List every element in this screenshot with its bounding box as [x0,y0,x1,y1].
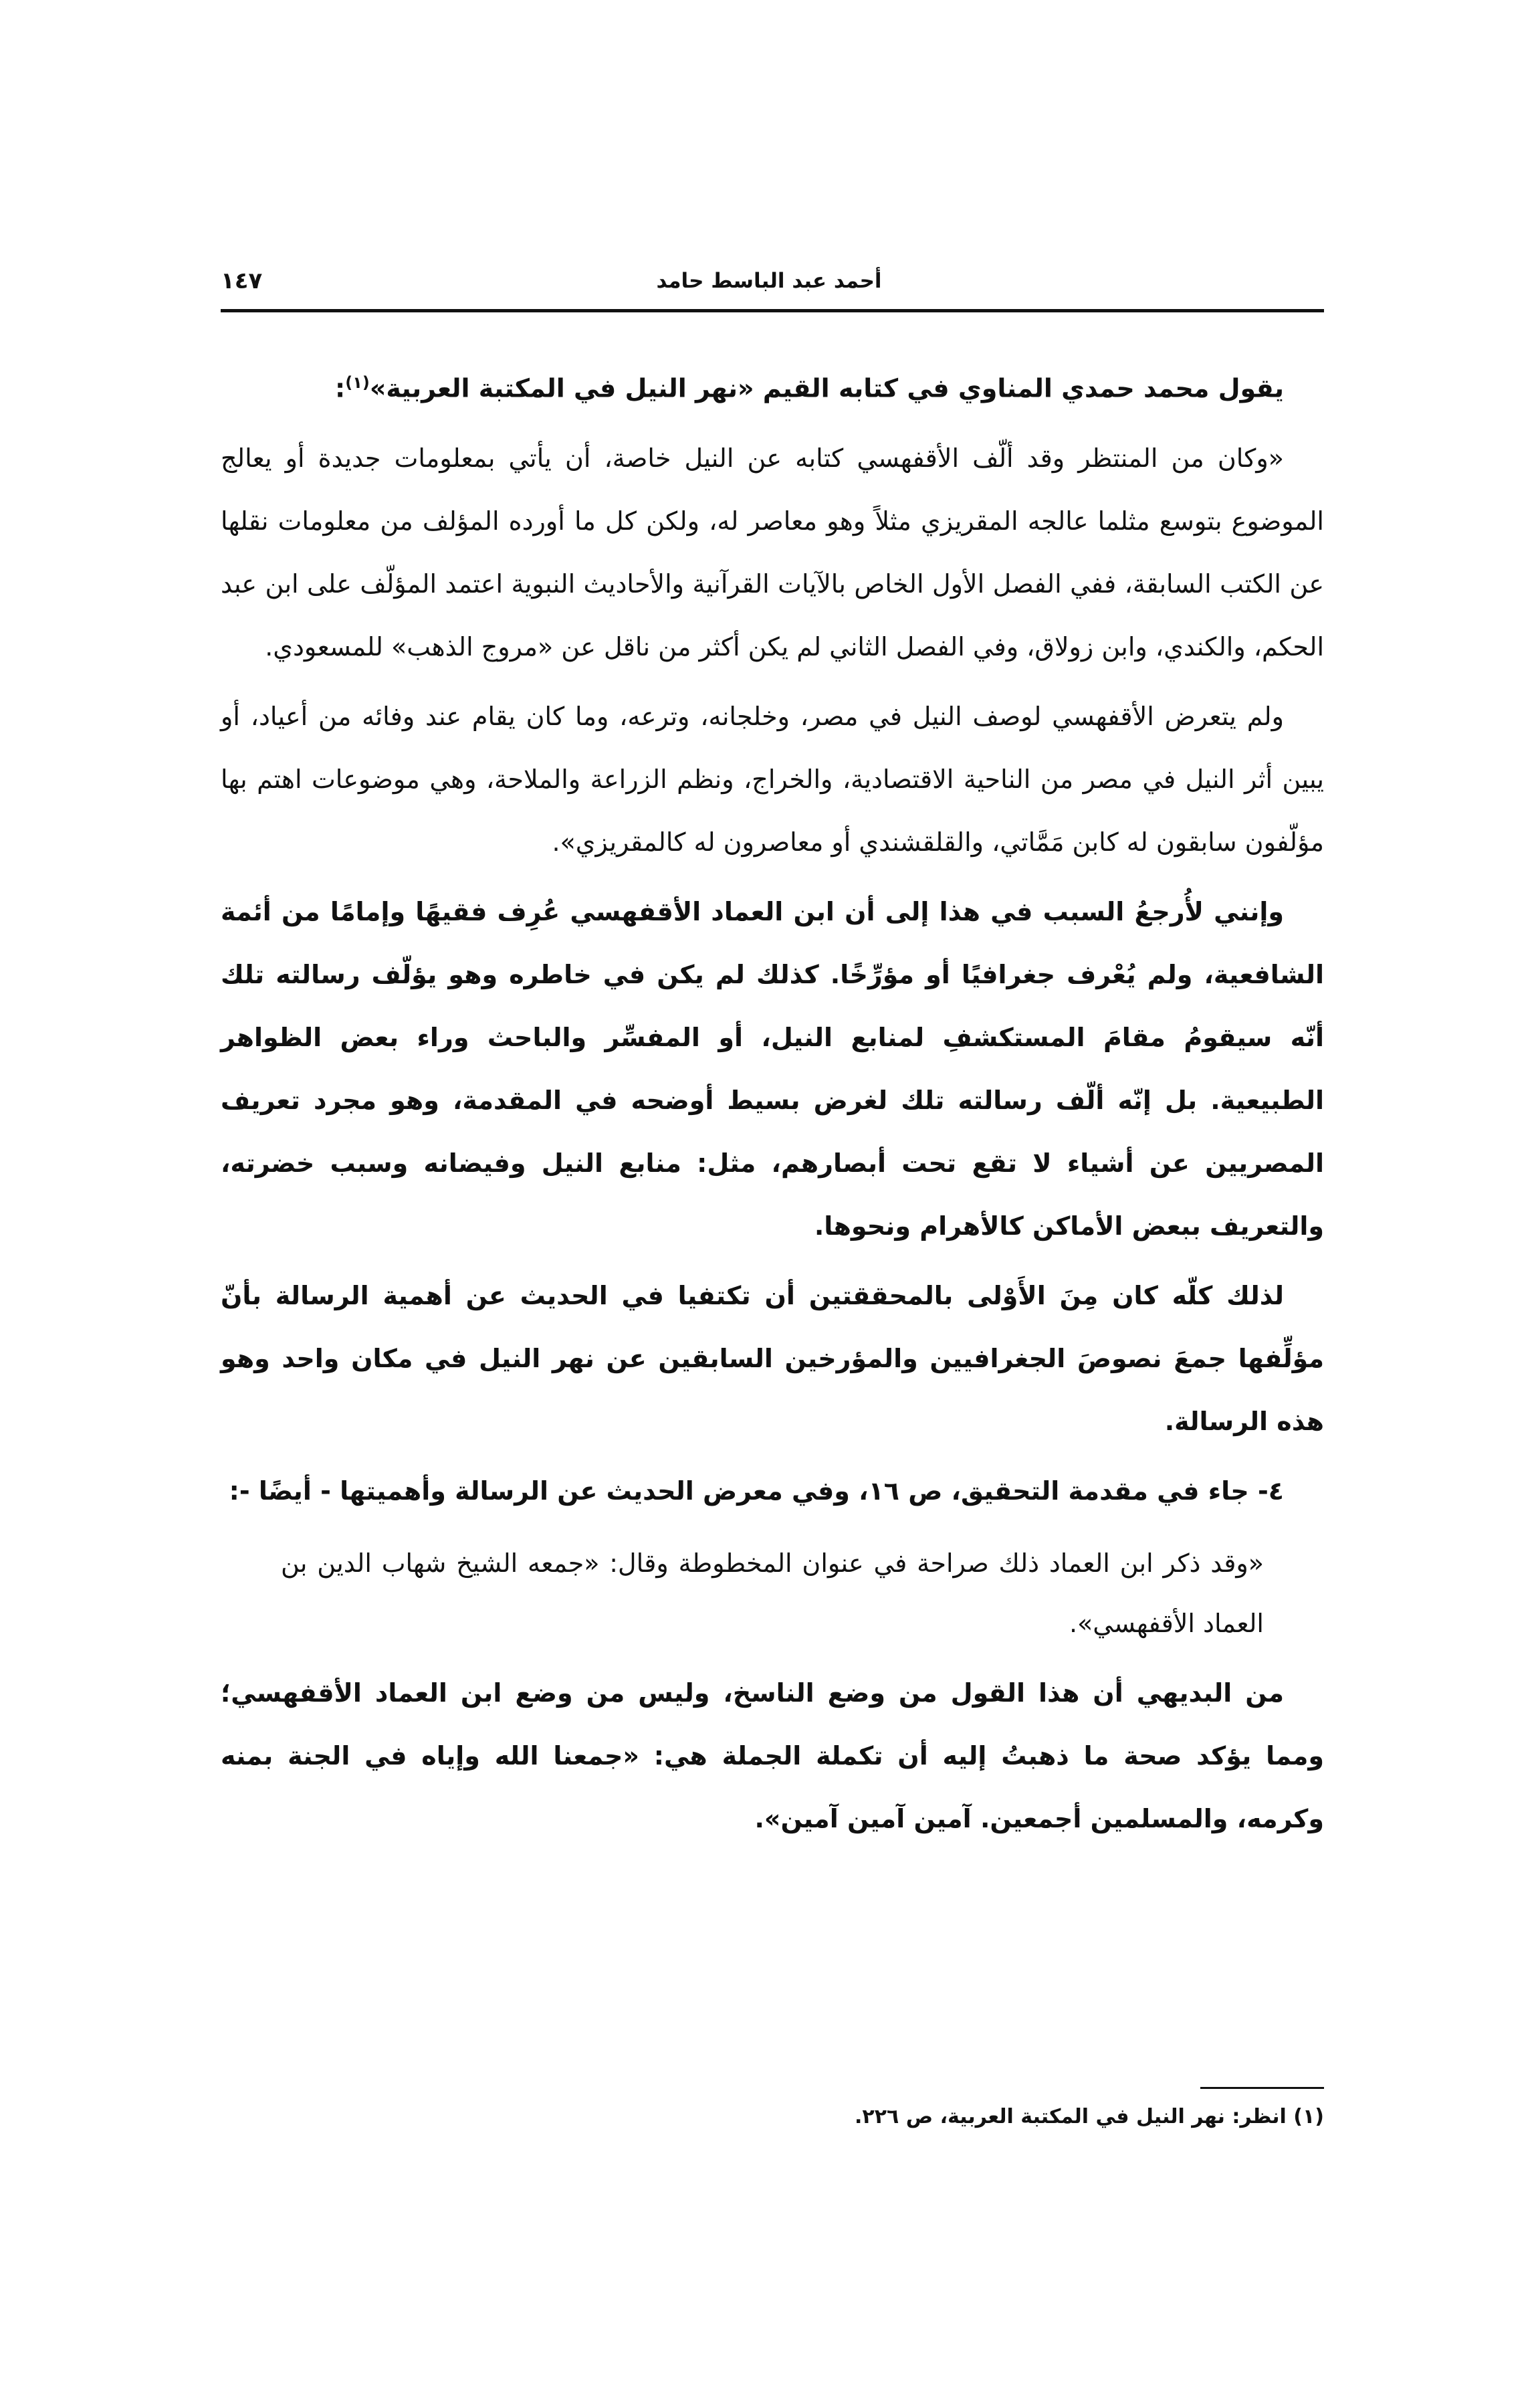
paragraph-6: من البديهي أن هذا القول من وضع الناسخ، وليس من وضع ابن العماد الأقفهسي؛ ومما يؤكد صحة ما ذهبتُ إليه أن تكملة الجملة هي: «جمعنا الله وإياه في الجنة بمنه وكرمه، والمسلمين أجمعين. آمين آمين آمين». [221,1678,1324,1833]
paragraph-quoted-1: «وكان من المنتظر وقد ألّف الأقفهسي كتابه عن النيل خاصة، أن يأتي بمعلومات جديدة أو يعالج الموضوع بتوسع مثلما عالجه المقريزي مثلاً وهو معاصر له، ولكن كل ما أورده المؤلف من معلومات نقلها عن الكتب السابقة، ففي الفصل الأول الخاص بالآيات القرآنية والأحاديث النبوية اعتمد المؤلّف على ابن عبد الحكم، والكندي، وابن زولاق، وفي الفصل الثاني لم يكن أكثر من ناقل عن «مروج الذهب» للمسعودي. [221,443,1324,662]
footnote-ref: (١) [345,373,370,392]
header-author: أحمد عبد الباسط حامد [656,269,882,293]
paragraph-3: وإنني لأُرجعُ السبب في هذا إلى أن ابن العماد الأقفهسي عُرِف فقيهًا وإمامًا من أئمة الشافعية، ولم يُعْرف جغرافيًا أو مؤرِّخًا. كذلك لم يكن في خاطره وهو يؤلّف رسالته تلك أنّه سيقومُ مقامَ المستكشفِ لمنابع النيل، أو المفسِّر والباحث وراء بعض الظواهر الطبيعية. بل إنّه ألّف رسالته تلك لغرض بسيط أوضحه في المقدمة، وهو مجرد تعريف المصريين عن أشياء لا تقع تحت أبصارهم، مثل: منابع النيل وفيضانه وسبب خضرته، والتعريف ببعض الأماكن كالأهرام ونحوها. [221,896,1324,1241]
header-rule [221,309,1324,312]
block-quote: «وقد ذكر ابن العماد ذلك صراحة في عنوان المخطوطة وقال: «جمعه الشيخ شهاب الدين بن العماد الأقفهسي». [281,1548,1264,1638]
footnote-rule [1200,2087,1324,2089]
paragraph-4: لذلك كلّه كان مِنَ الأَوْلى بالمحققتين أن تكتفيا في الحديث عن أهمية الرسالة بأنّ مؤلِّفها جمعَ نصوصَ الجغرافيين والمؤرخين السابقين عن نهر النيل في مكان واحد وهو هذه الرسالة. [221,1280,1324,1436]
intro-text: يقول محمد حمدي المناوي في كتابه القيم «نهر النيل في المكتبة العربية» [369,373,1284,403]
body-text [221,351,1324,1857]
footnote: (١) انظر: نهر النيل في المكتبة العربية، ص ٢٢٦. [854,2105,1324,2128]
intro-paragraph [221,351,1324,420]
paragraph-quoted-2: ولم يتعرض الأقفهسي لوصف النيل في مصر، وخلجانه، وترعه، وما كان يقام عند وفائه من أعياد، أو يبين أثر النيل في مصر من الناحية الاقتصادية، والخراج، ونظم الزراعة والملاحة، وهي موضوعات اهتم بها مؤلّفون سابقون له كابن مَمَّاتي، والقلقشندي أو معاصرون له كالمقريزي». [221,701,1324,857]
page-number: ١٤٧ [221,268,263,294]
running-header [221,264,1317,304]
paragraph-5: ٤- جاء في مقدمة التحقيق، ص ١٦، وفي معرض الحديث عن الرسالة وأهميتها - أيضًا -: [229,1476,1284,1506]
intro-end: : [335,373,346,403]
